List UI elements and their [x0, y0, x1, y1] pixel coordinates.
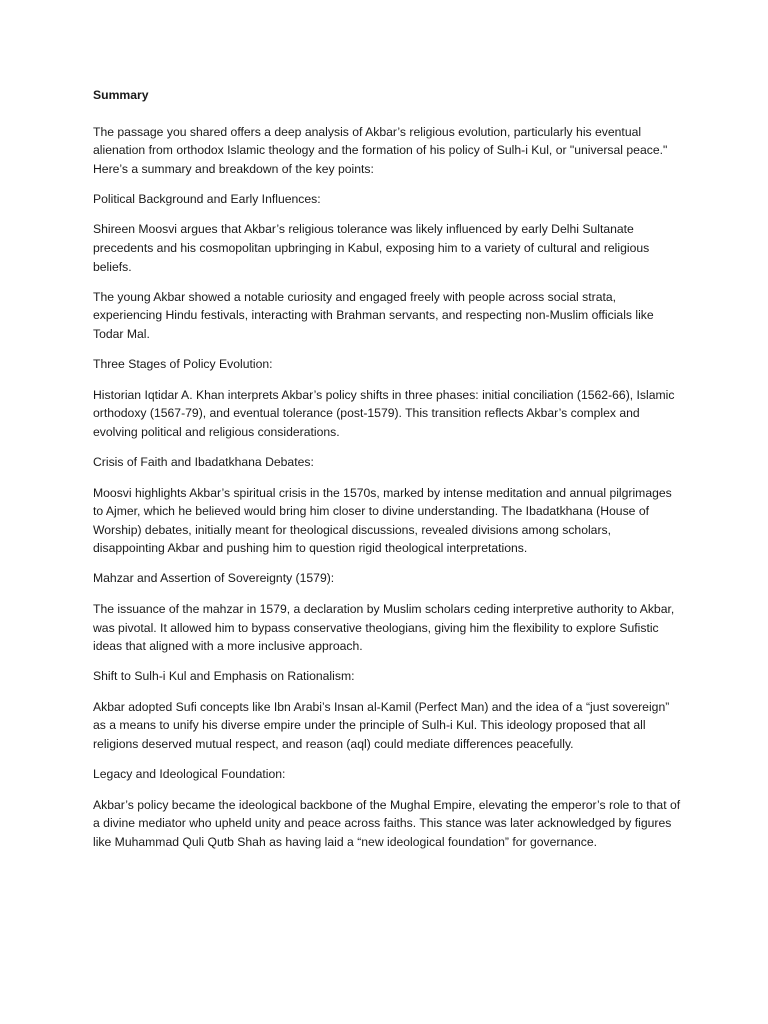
intro-paragraph: The passage you shared offers a deep analysis of Akbar’s religious evolution, particularly his eventual alienation from orthodox Islamic theology and the formation of his policy of Sulh-i Kul, or "universal peace." Here’s a summary and breakdown of the key points: [93, 124, 668, 176]
three-stages-paragraph: Historian Iqtidar A. Khan interprets Akbar’s policy shifts in three phases: initial conciliation (1562-66), Islamic orthodoxy (1567-79), and eventual tolerance (post-1579). This transition reflects Akbar’s complex and evolving political and religious considerations. [93, 387, 675, 439]
legacy-paragraph: Akbar’s policy became the ideological backbone of the Mughal Empire, elevating the emperor’s role to that of a divine mediator who upheld unity and peace across faiths. This stance was later acknowledged by figures like Muhammad Quli Qutb Shah as having laid a “new ideological foundation” for governance. [93, 797, 681, 849]
mahzar-paragraph: The issuance of the mahzar in 1579, a declaration by Muslim scholars ceding interpretive authority to Akbar, was pivotal. It allowed him to bypass conservative theologians, giving him the flexibility to explore Sufistic ideas that aligned with a more inclusive approach. [93, 601, 675, 654]
political-background-paragraph-1: Shireen Moosvi argues that Akbar’s religious tolerance was likely influenced by early Delhi Sultanate precedents and his cosmopolitan upbringing in Kabul, exposing him to a variety of cultural and religious beliefs. [93, 222, 650, 274]
document-body [93, 86, 683, 863]
section-heading-sulh-i-kul: Shift to Sulh-i Kul and Emphasis on Rationalism: [93, 669, 355, 684]
section-heading-political-background: Political Background and Early Influences: [93, 191, 321, 206]
section-heading-legacy: Legacy and Ideological Foundation: [93, 767, 286, 782]
sulh-i-kul-paragraph: Akbar adopted Sufi concepts like Ibn Arabi’s Insan al-Kamil (Perfect Man) and the idea of a “just sovereign” as a means to unify his diverse empire under the principle of Sulh-i Kul. This ideology proposed that all religions deserved mutual respect, and reason (aql) could mediate differences peacefully. [93, 699, 670, 752]
political-background-paragraph-2: The young Akbar showed a notable curiosity and engaged freely with people across social strata, experiencing Hindu festivals, interacting with Brahman servants, and respecting non-Muslim officials like Todar Mal. [93, 289, 654, 341]
section-heading-three-stages: Three Stages of Policy Evolution: [93, 357, 273, 372]
document-blocks [93, 123, 683, 852]
section-heading-mahzar: Mahzar and Assertion of Sovereignty (1579): [93, 571, 335, 586]
section-heading-crisis-of-faith: Crisis of Faith and Ibadatkhana Debates: [93, 454, 314, 469]
document-title: Summary [93, 88, 149, 102]
crisis-of-faith-paragraph: Moosvi highlights Akbar’s spiritual crisis in the 1570s, marked by intense meditation and annual pilgrimages to Ajmer, which he believed would bring him closer to divine understanding. The Ibadatkhana (House of Worship) debates, initially meant for theological discussions, revealed divisions among scholars, disappointing Akbar and pushing him to question rigid theological interpretations. [93, 485, 672, 556]
